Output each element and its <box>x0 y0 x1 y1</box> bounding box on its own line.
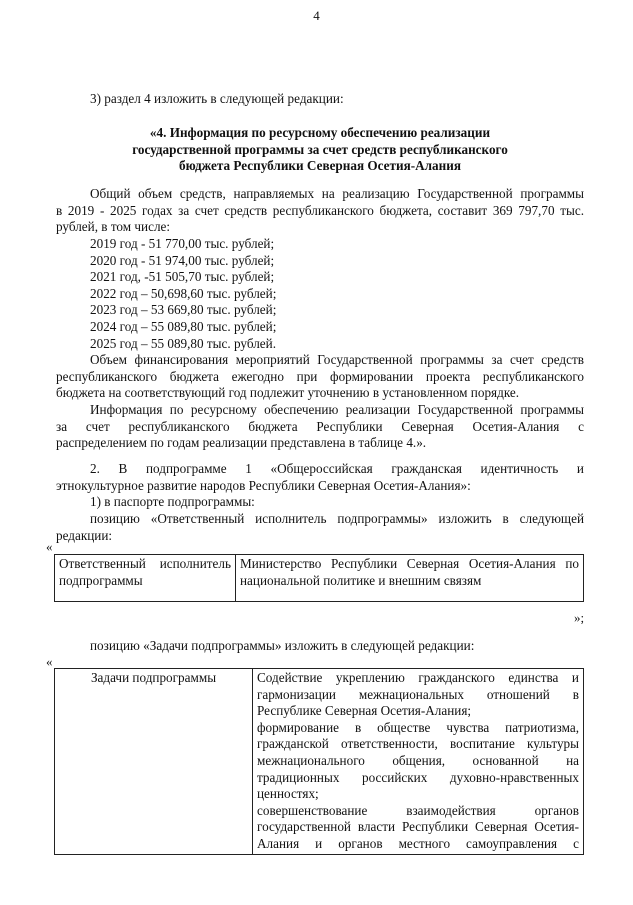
tasks-label-cell: Задачи подпрограммы <box>55 669 253 855</box>
heading-line-1: «4. Информация по ресурсному обеспечению реализации <box>149 125 491 140</box>
tasks-value-cell <box>253 669 584 855</box>
tasks-line: традиционных российских духовно-нравственных <box>257 769 579 785</box>
year-item: 2019 год - 51 770,00 тыс. рублей; <box>90 236 275 251</box>
financing-paragraph <box>56 352 584 402</box>
info-line-3: распределением по годам реализации представлена в таблице 4.». <box>56 435 427 451</box>
responsible-position-paragraph <box>56 511 584 544</box>
intro-line-2: в 2019 - 2025 годах за счет средств республиканского бюджета, составит 369 797,70 тыс. <box>56 202 584 218</box>
open-quote-2: « <box>46 654 53 669</box>
close-quote: »; <box>574 610 585 625</box>
year-item: 2020 год - 51 974,00 тыс. рублей; <box>90 252 275 268</box>
info-paragraph <box>56 402 584 452</box>
tasks-line: государственной власти Республики Северная Осетия- <box>257 819 579 835</box>
table-row <box>55 669 584 855</box>
tasks-line: межнационального общения, основанной на <box>257 752 579 768</box>
open-quote-1: « <box>46 539 53 554</box>
tasks-line: гражданской ответственности, воспитание культуры <box>257 736 579 752</box>
financing-line-1: Объем финансирования мероприятий Государственной программы за счет средств <box>90 352 584 367</box>
year-item: 2023 год – 53 669,80 тыс. рублей; <box>90 302 277 318</box>
tasks-line: Республике Северная Осетия-Алания; <box>257 703 472 719</box>
tasks-position-paragraph: позицию «Задачи подпрограммы» изложить в следующей редакции: <box>90 638 475 653</box>
info-line-2: за счет республиканского бюджета Республики Северная Осетия-Алания с <box>56 418 584 434</box>
item-2-paragraph <box>56 461 584 494</box>
item-3: 3) раздел 4 изложить в следующей редакции: <box>90 91 344 106</box>
responsible-table <box>54 554 584 602</box>
responsible-line-1: позицию «Ответственный исполнитель подпрограммы» изложить в следующей <box>90 511 584 526</box>
sub-item-1: 1) в паспорте подпрограммы: <box>90 494 255 509</box>
tasks-line: формирование в обществе чувства патриотизма, <box>257 719 579 735</box>
tasks-line: гармонизации межнациональных отношений в <box>257 686 579 702</box>
responsible-line-2: редакции: <box>56 527 113 543</box>
item-2-line-1: 2. В подпрограмме 1 «Общероссийская гражданская идентичность и <box>90 461 584 476</box>
heading-line-2: государственной программы за счет средств республиканского <box>132 141 508 157</box>
tasks-table <box>54 668 584 855</box>
financing-line-2: республиканского бюджета ежегодно при формировании проекта республиканского <box>56 368 584 384</box>
table-row <box>55 555 584 602</box>
year-item: 2024 год – 55 089,80 тыс. рублей; <box>90 318 277 334</box>
heading-line-3: бюджета Республики Северная Осетия-Алания <box>179 158 461 174</box>
tasks-line: Содействие укреплению гражданского единства и <box>257 670 579 685</box>
responsible-value-cell: Министерство Республики Северная Осетия-Алания по национальной политике и внешним связям <box>236 555 584 602</box>
page-number: 4 <box>313 8 320 23</box>
financing-line-3: бюджета на соответствующий год подлежит уточнению в установленном порядке. <box>56 385 520 401</box>
intro-line-1: Общий объем средств, направляемых на реализацию Государственной программы <box>90 186 584 201</box>
tasks-line: совершенствование взаимодействия органов <box>257 802 579 818</box>
year-item: 2021 год, -51 505,70 тыс. рублей; <box>90 269 275 285</box>
section-heading <box>56 125 584 175</box>
intro-paragraph <box>56 186 584 236</box>
info-line-1: Информация по ресурсному обеспечению реализации Государственной программы <box>90 402 584 417</box>
year-item: 2022 год – 50,698,60 тыс. рублей; <box>90 285 277 301</box>
tasks-line: ценностях; <box>257 786 319 802</box>
yearly-amounts-list <box>90 236 276 352</box>
tasks-line: Алания и органов местного самоуправления с <box>257 835 579 851</box>
year-item: 2025 год – 55 089,80 тыс. рублей. <box>90 335 276 351</box>
item-2-line-2: этнокультурное развитие народов Республики Северная Осетия-Алания»: <box>56 477 471 493</box>
responsible-label-cell: Ответственный исполнитель подпрограммы <box>55 555 236 602</box>
intro-line-3: рублей, в том числе: <box>56 219 171 235</box>
